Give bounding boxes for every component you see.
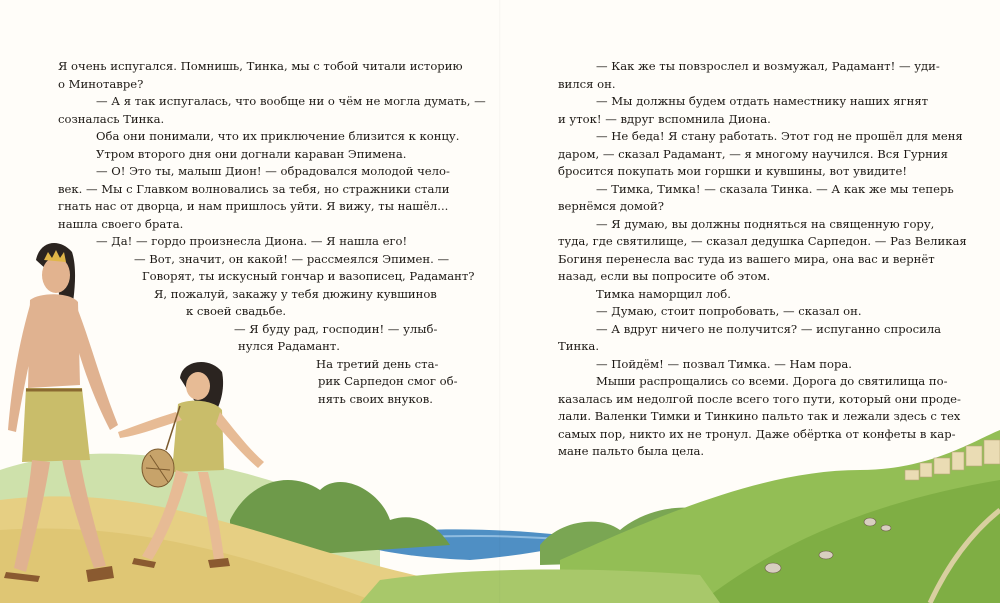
text-line: бросится покупать мои горшки и кувшины, вот увидите! bbox=[558, 164, 907, 178]
text-line: нулся Радамант. bbox=[238, 339, 340, 353]
text-line: — Я буду рад, господин! — улыб- bbox=[234, 321, 438, 336]
text-line: лали. Валенки Тимки и Тинкино пальто так и лежали здесь с тех bbox=[558, 409, 961, 423]
text-line: даром, — сказал Радамант, — я многому научился. Вся Гурния bbox=[558, 146, 948, 161]
text-line: туда, где святилище, — сказал дедушка Сарпедон. — Раз Великая bbox=[558, 234, 967, 248]
text-line: — А я так испугалась, что вообще ни о чём не могла думать, — bbox=[96, 94, 486, 108]
text-line: о Минотавре? bbox=[58, 76, 144, 91]
text-line: — Пойдём! — позвал Тимка. — Нам пора. bbox=[596, 356, 852, 371]
text-line: Богиня перенесла вас туда из вашего мира, она вас и вернёт bbox=[558, 251, 935, 266]
text-line: — Да! — гордо произнесла Диона. — Я нашла его! bbox=[96, 234, 408, 248]
left-page-text bbox=[58, 58, 486, 408]
text-line: Тимка наморщил лоб. bbox=[596, 286, 731, 301]
text-line: нять своих внуков. bbox=[318, 391, 433, 406]
text-line: — Мы должны будем отдать наместнику наших ягнят bbox=[596, 94, 929, 108]
text-line: Утром второго дня они догнали караван Эпимена. bbox=[96, 146, 407, 161]
book-gutter bbox=[499, 0, 501, 603]
text-line: Я очень испугался. Помнишь, Тинка, мы с тобой читали историю bbox=[58, 59, 463, 73]
text-line: — Думаю, стоит попробовать, — сказал он. bbox=[596, 304, 862, 318]
text-line: казалась им недолгой после всего того пути, который они проде- bbox=[558, 391, 961, 406]
text-line: Оба они понимали, что их приключение близится к концу. bbox=[96, 129, 460, 143]
text-line: созналась Тинка. bbox=[58, 111, 165, 126]
text-line: рик Сарпедон смог об- bbox=[318, 374, 458, 388]
text-line: вился он. bbox=[558, 76, 616, 91]
text-line: — Вот, значит, он какой! — рассмеялся Эпимен. — bbox=[134, 251, 450, 266]
text-line: самых пор, никто их не тронул. Даже обёртка от конфеты в кар- bbox=[558, 426, 956, 441]
text-line: Говорят, ты искусный гончар и вазописец, Радамант? bbox=[142, 269, 475, 283]
text-line: Тинка. bbox=[558, 339, 600, 353]
text-line: Мыши распрощались со всеми. Дорога до святилища по- bbox=[596, 374, 948, 388]
text-line: вернёмся домой? bbox=[558, 199, 664, 213]
text-line: — О! Это ты, малыш Дион! — обрадовался молодой чело- bbox=[96, 164, 450, 178]
text-line: — Не беда! Я стану работать. Этот год не прошёл для меня bbox=[596, 129, 963, 143]
text-line: — Как же ты повзрослел и возмужал, Радамант! — уди- bbox=[596, 59, 940, 73]
right-page-text bbox=[558, 58, 967, 461]
text-line: мане пальто была цела. bbox=[558, 444, 705, 458]
text-line: — А вдруг ничего не получится? — испуганно спросила bbox=[596, 321, 942, 336]
text-line: к своей свадьбе. bbox=[186, 304, 287, 318]
text-line: — Я думаю, вы должны подняться на священную гору, bbox=[596, 216, 935, 231]
text-line: На третий день ста- bbox=[316, 356, 439, 371]
text-line: — Тимка, Тимка! — сказала Тинка. — А как же мы теперь bbox=[596, 181, 954, 196]
text-line: гнать нас от дворца, и нам пришлось уйти. Я вижу, ты нашёл... bbox=[58, 199, 449, 213]
text-line: век. — Мы с Главком волновались за тебя, но стражники стали bbox=[58, 181, 450, 196]
text-line: нашла своего брата. bbox=[58, 216, 184, 231]
text-line: назад, если вы попросите об этом. bbox=[558, 269, 771, 283]
text-line: Я, пожалуй, закажу у тебя дюжину кувшинов bbox=[154, 286, 437, 301]
text-line: и уток! — вдруг вспомнила Диона. bbox=[558, 111, 771, 126]
